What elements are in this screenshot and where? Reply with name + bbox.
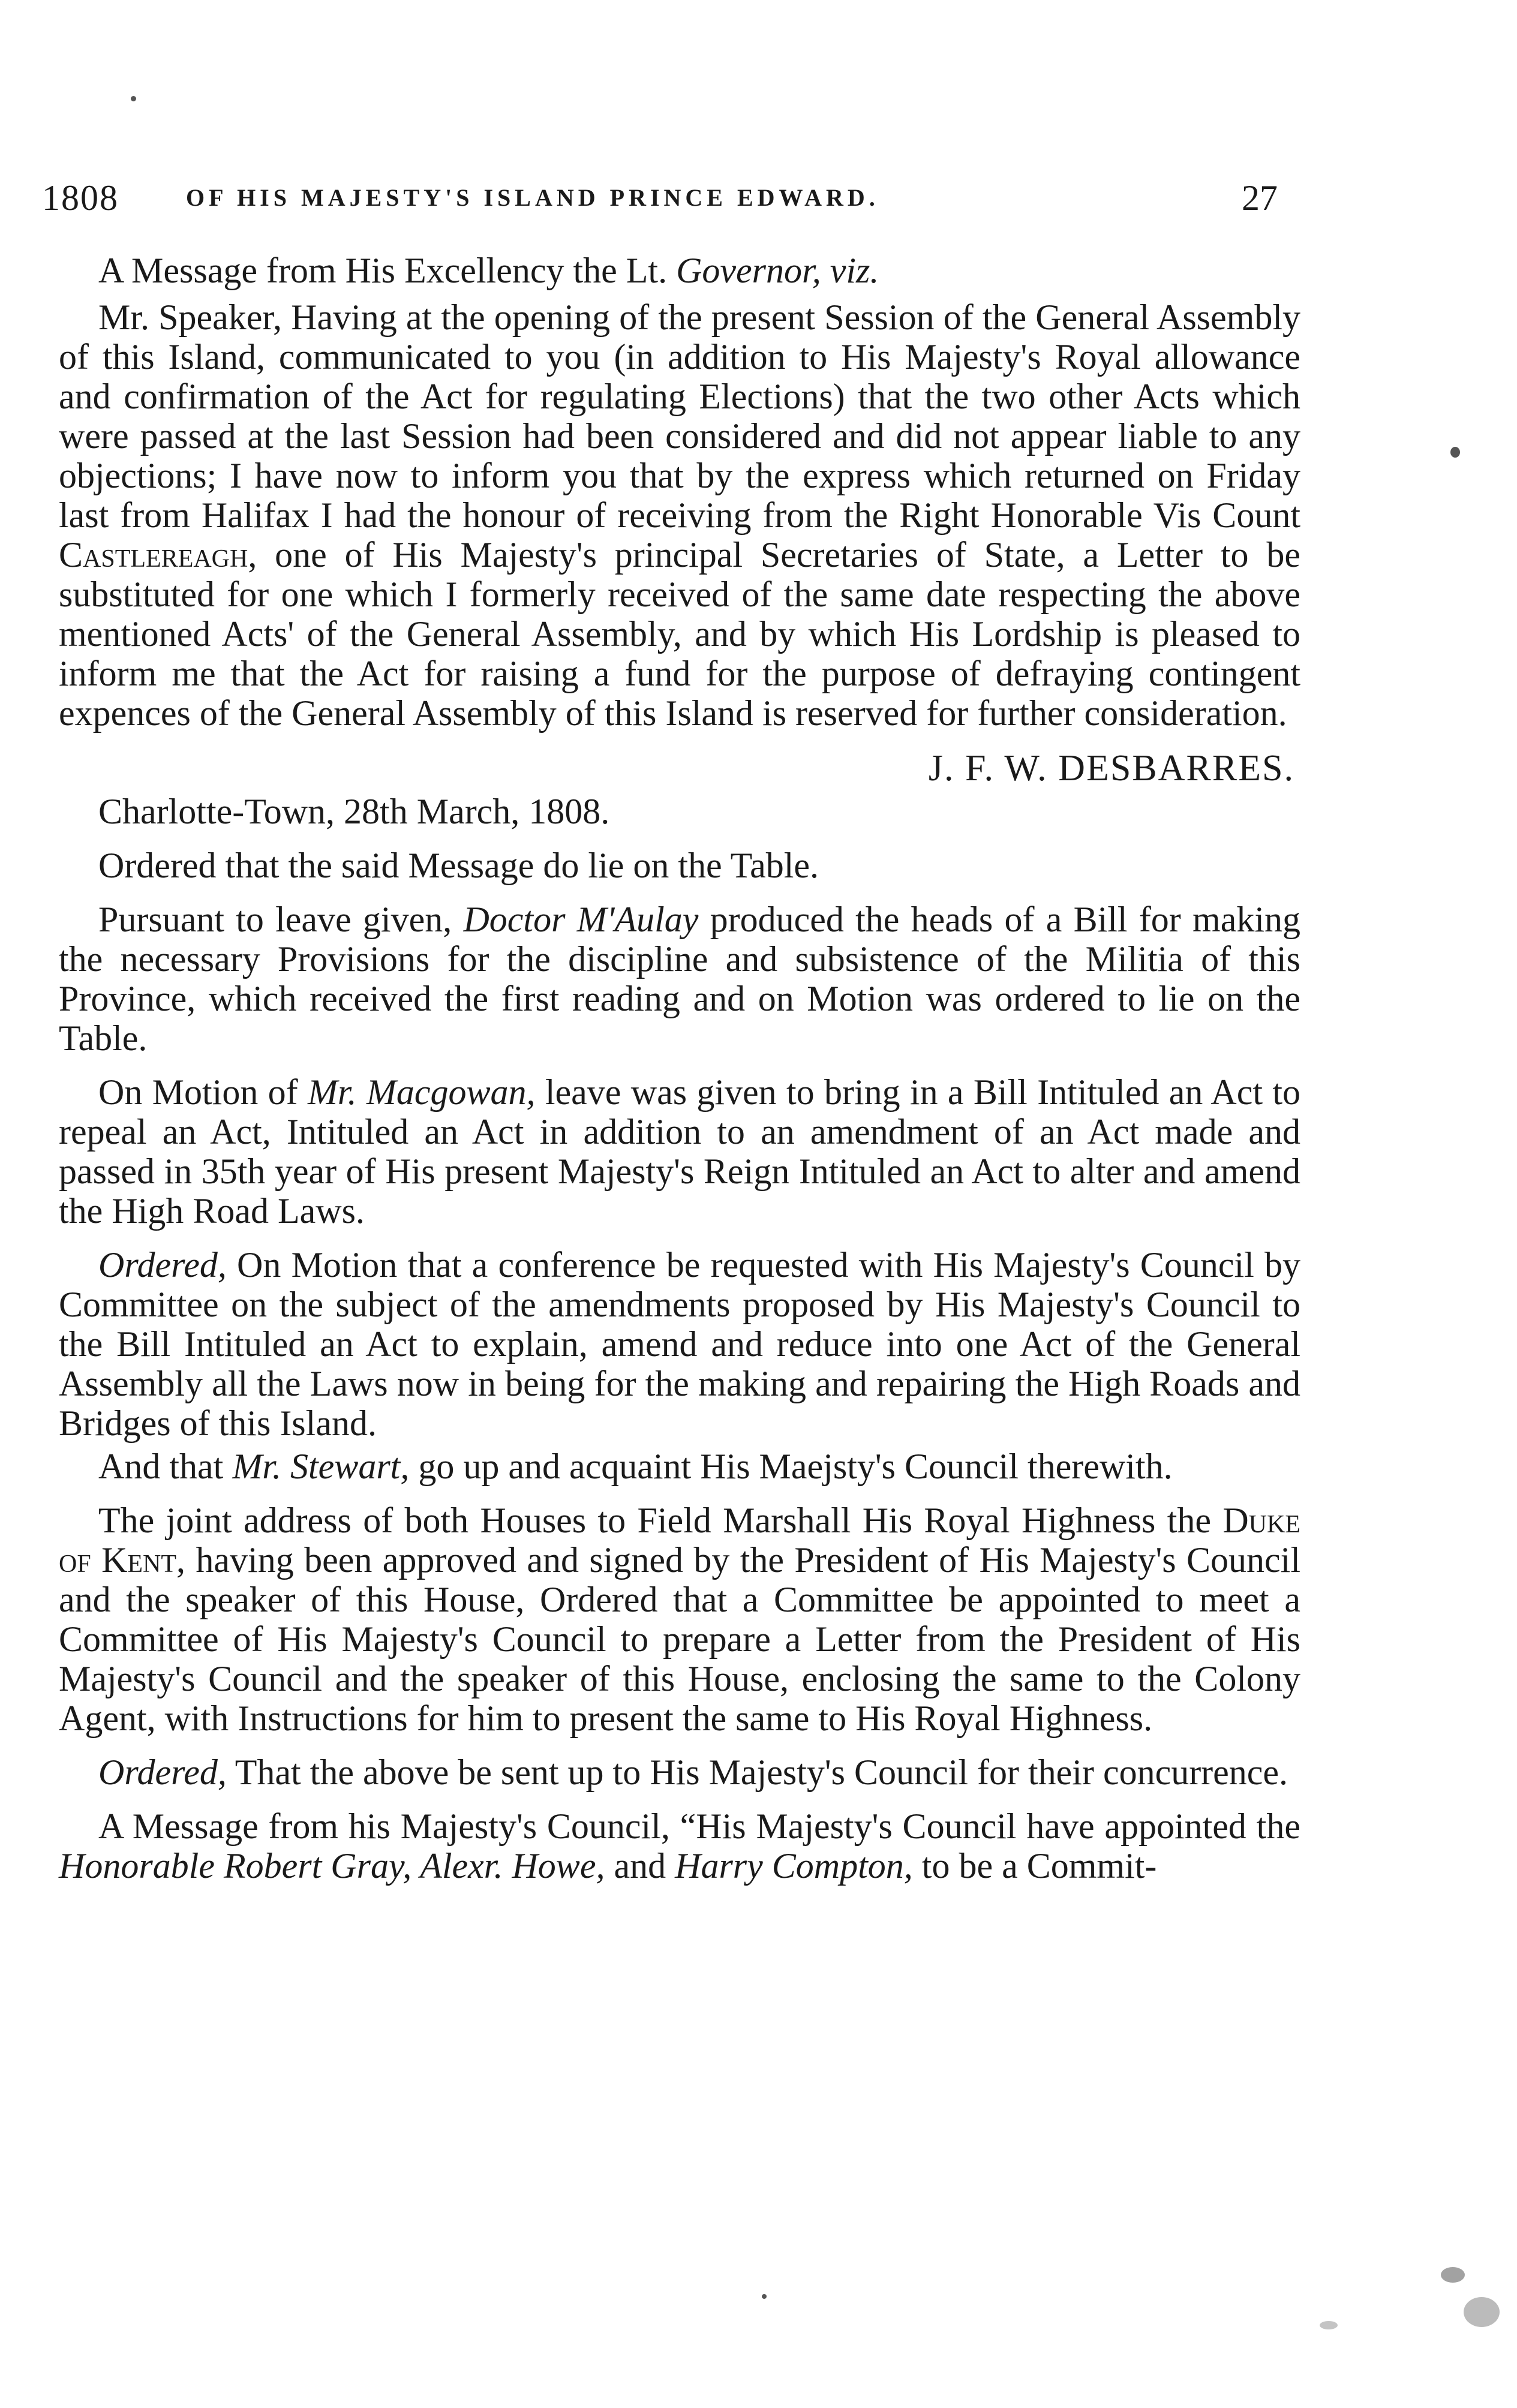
message-heading-italic: Governor, viz. [676,251,879,290]
council-message-post: to be a Commit- [912,1846,1157,1886]
stewart-name: Mr. Stewart, [232,1447,410,1486]
message-heading [59,251,1300,290]
paragraph-concurrence [59,1752,1300,1792]
place-date: Charlotte-Town, 28th March, 1808. [98,792,610,831]
paragraph-council-message [59,1806,1300,1886]
scan-speck [1320,2321,1338,2329]
paragraph-stewart [59,1447,1300,1486]
scan-speck [131,96,136,101]
conference-ordered: Ordered, [98,1245,227,1285]
macgowan-pre: On Motion of [98,1072,308,1112]
running-head-year: 1808 [42,178,119,218]
scan-speck [1450,447,1460,458]
message-body [59,297,1300,733]
paragraph-macgowan [59,1072,1300,1231]
macgowan-name: Mr. Macgowan, [307,1072,536,1112]
council-honorable-names: Honorable Robert Gray, Alexr. Howe, [59,1846,605,1886]
running-head-title: OF HIS MAJESTY'S ISLAND PRINCE EDWARD. [186,184,879,211]
council-compton-name: Harry Compton, [675,1846,913,1886]
address-post: , having been approved and signed by the President of His Majesty's Council and the speaker of this House, Ordered that a Committee be appointed to meet a Committee of His Majesty's Council to prepare a Letter from the President of His Majesty's Council and the speaker of this House, enclosing the same to the Colony Agent, with Instructions for him to present the same to His Royal Highness. [59,1540,1301,1738]
mcaulay-post: produced the heads of a Bill for making the necessary Provisions for the discipline and subsistence of the Militia of this Province, which received the first reading and on Motion was ordered to lie on the Table. [59,900,1300,1058]
running-head [42,178,1302,226]
macgowan-post: leave was given to bring in a Bill Intituled an Act to repeal an Act, Intituled an Act in addition to an amendment of an Act made and passed in 35th year of His present Majesty's Reign Intituled an Act to alter and amend the High Road Laws. [59,1072,1301,1231]
stewart-pre: And that [98,1447,233,1486]
conference-post: On Motion that a conference be requested with His Majesty's Council by Committee on the subject of the amendments proposed by His Majesty's Council to the Bill Intituled an Act to explain, amend and reduce into one Act of the General Assembly all the Laws now in being for the making and repairing the High Roads and Bridges of this Island. [59,1245,1300,1443]
council-message-and: and [605,1846,675,1886]
mcaulay-name: Doctor M'Aulay [463,900,699,939]
message-body-text: Mr. Speaker, Having at the opening of the present Session of the General Assembly of this Island, communicated to you (in addition to His Majesty's Royal allowance and confirmation of the Act for regulating Elections) that the two other Acts which were passed at the last Session had been considered and did not appear liable to any objections; I have now to inform you that by the express which returned on Friday last from Halifax I had the honour of receiving from the Right Honorable Vis Count [59,297,1300,535]
signature: J. F. W. DESBARRES. [928,748,1294,789]
paragraph-ordered-table: Ordered that the said Message do lie on the Table. [98,846,819,885]
castlereagh-name: Castlereagh [59,535,248,575]
message-body-text-2: , one of His Majesty's principal Secretaries of State, a Letter to be substituted for one which I formerly received of the same date respecting the above mentioned Acts' of the General Assembly, and by which His Lordship is pleased to inform me that the Act for raising a fund for the purpose of defraying contingent expences of the General Assembly of this Island is reserved for further consideration. [59,535,1300,733]
scan-speck [762,2294,767,2299]
scan-speck [1464,2297,1500,2327]
scan-speck [1441,2267,1465,2283]
paragraph-conference [59,1245,1300,1443]
duke-of-kent: Duke of Kent [59,1501,1300,1580]
council-message-pre: A Message from his Majesty's Council, “His Majesty's Council have appointed the [98,1806,1300,1846]
paragraph-address [59,1501,1300,1738]
address-pre: The joint address of both Houses to Field Marshall His Royal Highness the [98,1501,1223,1540]
page-number: 27 [1242,178,1278,218]
concurrence-post: That the above be sent up to His Majesty's Council for their concurrence. [226,1752,1288,1792]
concurrence-ordered: Ordered, [98,1752,227,1792]
mcaulay-pre: Pursuant to leave given, [98,900,464,939]
paragraph-mcaulay [59,900,1300,1058]
document-body [59,251,1300,1900]
message-heading-text: A Message from His Excellency the Lt. [98,251,677,290]
stewart-post: go up and acquaint His Maejsty's Council therewith. [409,1447,1173,1486]
